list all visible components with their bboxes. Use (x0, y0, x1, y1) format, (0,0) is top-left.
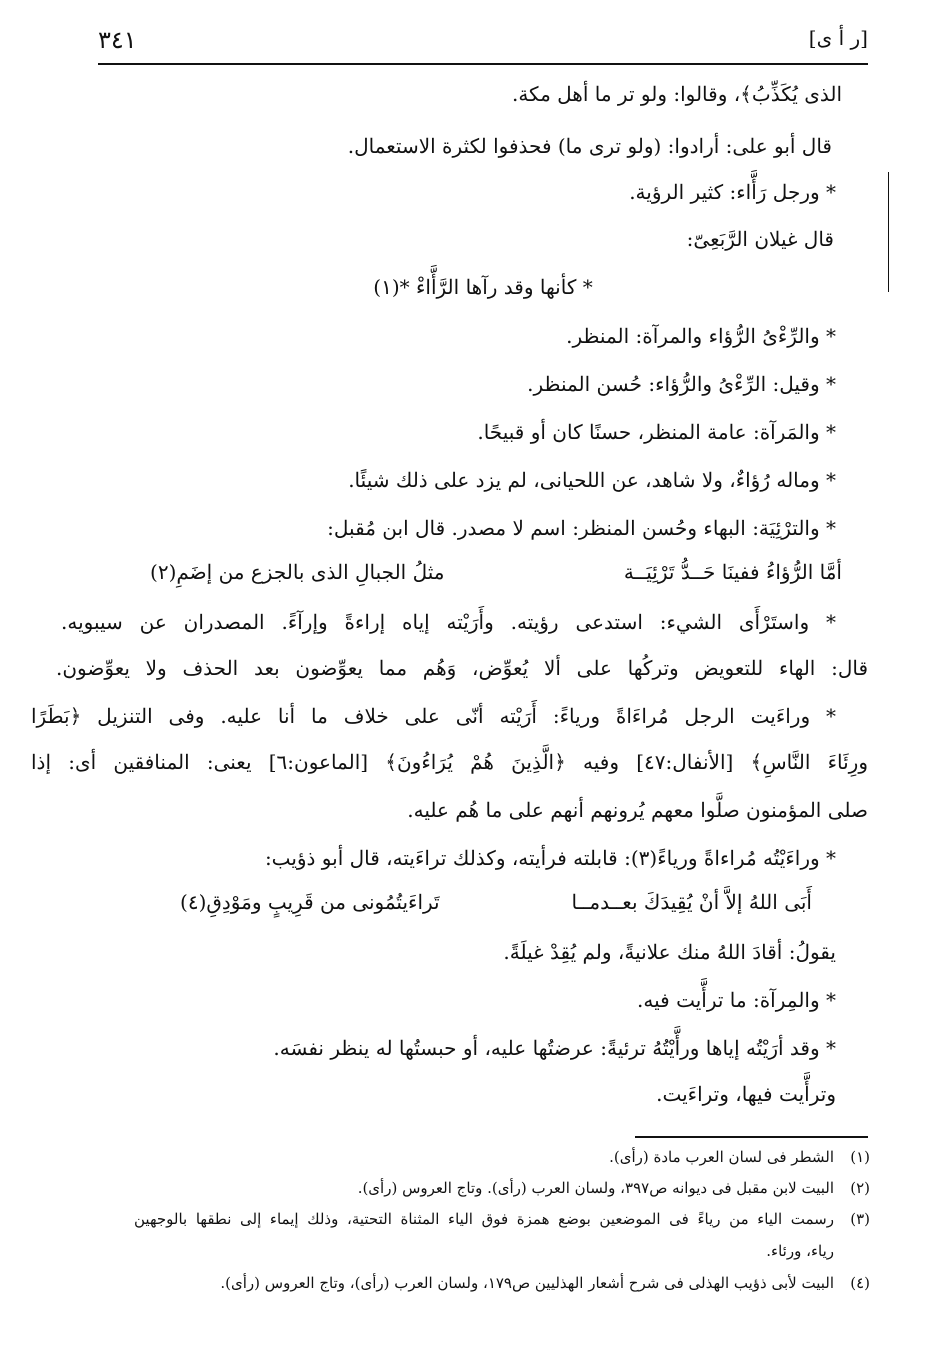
body-line: قال غيلان الرَّبَعِىّ: (686, 227, 834, 251)
header-rule (98, 63, 868, 65)
poem-hemistich: * كأنها وقد رآها الرَّأَّاءْ *(١) (373, 275, 593, 299)
footnote-number: (٢) (850, 1179, 870, 1197)
footnote-text: البيت لأبى ذؤيب الهذلى فى شرح أشعار الهذليين ص١٧٩، ولسان العرب (رأى)، وتاج العروس (رأى). (220, 1274, 834, 1292)
body-line: * وراءَيْتُه مُراءاةً ورياءً(٣): قابلته فرأيته، وكذلك تراءَيته، قال أبو ذؤيب: (264, 846, 836, 870)
body-line: * والمِرآة: ما ترأَّيت فيه. (637, 988, 836, 1012)
body-line: * وماله رُؤاءٌ، ولا شاهد، عن اللحيانى، لم يزد على ذلك شيئًا. (348, 468, 836, 492)
body-line: * والمَرآة: عامة المنظر، حسنًا كان أو قبيحًا. (477, 420, 836, 444)
body-line: قال: الهاء للتعويض وتركُها على ألا يُعوِّض، وَهُم مما يعوِّضون بعد الحذف ولا يعوِّضون. (56, 656, 868, 680)
body-line: يقولُ: أقادَ اللهُ منك علانيةً، ولم يُقِدْ غيلَةً. (503, 940, 836, 964)
footnote-text: البيت لابن مقبل فى ديوانه ص٣٩٧، ولسان العرب (رأى). وتاج العروس (رأى). (357, 1179, 834, 1197)
body-line: * والرِّءْىُ الرُّؤاء والمرآة: المنظر. (566, 324, 836, 348)
body-line: * واستَرْأَى الشيء: استدعى رؤيته. وأَرَيْته إياه إراءةً وإرآءً. المصدران عن سيبويه. (61, 610, 836, 634)
verse-right-hemistich: أَبَى اللهُ إلاَّ أنْ يُقِيدَكَ بعــدمــا (571, 890, 812, 914)
page-number: ٣٤١ (98, 26, 137, 54)
body-line: الذى يُكَذِّبُ﴾، وقالوا: ولو تر ما أهل مكة. (511, 82, 842, 106)
body-line: قال أبو على: أرادوا: (ولو ترى ما) فحذفوا لكثرة الاستعمال. (347, 134, 832, 158)
body-line: * والترْئِيَة: البهاء وحُسن المنظر: اسم لا مصدر. قال ابن مُقبل: (327, 516, 836, 540)
footnote-number: (٤) (850, 1274, 870, 1292)
body-line: * وراءَيت الرجل مُراءَاةً ورياءً: أَرَيْته أنّى على خلاف ما أنا عليه. وفى التنزيل ﴿بَطَرًا (31, 704, 836, 728)
verse-left-hemistich: مثلُ الجبالِ الذى بالجزع من إضَمِ(٢) (150, 560, 445, 584)
body-line: وترأَّيت فيها، وتراءَيت. (656, 1082, 836, 1106)
footnote-continuation: رياء، ورئاء. (766, 1242, 834, 1260)
body-line: * ورجل رَأَّاء: كثير الرؤية. (629, 180, 836, 204)
verse-left-hemistich: تَراءَيتُمُونى من قَرِيبٍ ومَوْدِقِ(٤) (180, 890, 440, 914)
body-line: صلى المؤمنون صلَّوا معهم يُرونهم أنهم على ما هُم عليه. (407, 798, 868, 822)
footnote-text: الشطر فى لسان العرب مادة (رأى). (609, 1148, 834, 1166)
verse-right-hemistich: أمَّا الرُّؤاءُ ففينَا حَــدُّ تَرْئِيَــة (623, 560, 842, 584)
footnote-text: رسمت الياء من رياءً فى الموضعين بوضع همزة فوق الياء المثناة التحتية، وذلك إيماء إلى نطقها بالوجهين (134, 1210, 834, 1228)
entry-root: [ر أ ى] (808, 26, 868, 50)
footnote-number: (٣) (850, 1210, 870, 1228)
running-header (98, 22, 868, 58)
footnote-number: (١) (850, 1148, 870, 1166)
body-line: * وقيل: الرِّءْىُ والرُّؤاء: حُسن المنظر. (527, 372, 836, 396)
margin-bar (888, 172, 889, 292)
footnote-rule (635, 1136, 868, 1138)
body-line: * وقد أرَيْتُه إياها ورأَّيْتُهُ ترئيةً: عرضتُها عليه، أو حبستُها له ينظر نفسَه. (273, 1036, 836, 1060)
body-line: ورِئَاءَ النَّاسِ﴾ [الأنفال:٤٧] وفيه ﴿الَّذِينَ هُمْ يُرَاءُونَ﴾ [الماعون:٦] يعنى: المنافقين أى: إذا (31, 750, 868, 774)
